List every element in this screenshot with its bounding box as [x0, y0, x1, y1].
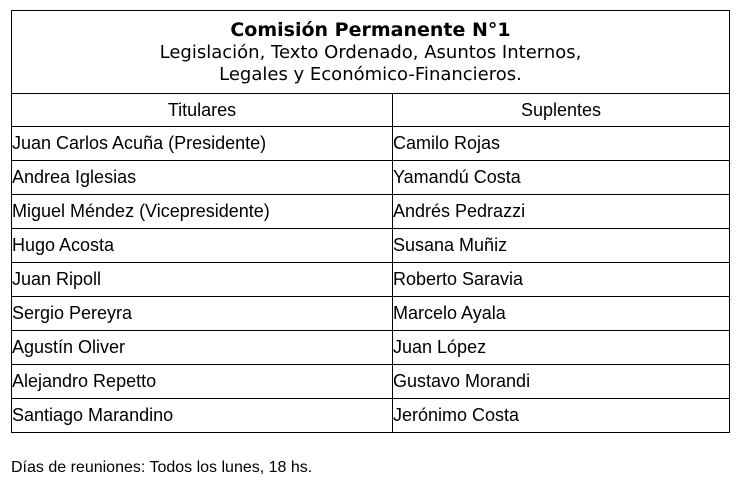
header-row — [12, 94, 730, 127]
suplente-cell: Marcelo Ayala — [393, 297, 730, 331]
suplente-cell: Yamandú Costa — [393, 161, 730, 195]
titular-cell: Alejandro Repetto — [12, 365, 393, 399]
table-row — [12, 297, 730, 331]
suplente-cell: Roberto Saravia — [393, 263, 730, 297]
suplente-cell: Camilo Rojas — [393, 127, 730, 161]
table-row — [12, 263, 730, 297]
table-row — [12, 331, 730, 365]
titular-cell: Juan Carlos Acuña (Presidente) — [12, 127, 393, 161]
table-row — [12, 365, 730, 399]
table-row — [12, 127, 730, 161]
commission-subtitle-line-2: Legales y Económico-Financieros. — [219, 63, 522, 85]
table-row — [12, 399, 730, 433]
suplente-cell: Juan López — [393, 331, 730, 365]
titular-cell: Andrea Iglesias — [12, 161, 393, 195]
commission-subtitle-line-1: Legislación, Texto Ordenado, Asuntos Internos, — [159, 41, 582, 63]
table-row — [12, 229, 730, 263]
title-cell — [12, 11, 730, 94]
commission-title: Comisión Permanente N°1 — [230, 18, 511, 41]
titular-cell: Sergio Pereyra — [12, 297, 393, 331]
suplente-cell: Jerónimo Costa — [393, 399, 730, 433]
titular-cell: Miguel Méndez (Vicepresidente) — [12, 195, 393, 229]
table-row — [12, 161, 730, 195]
titular-cell: Santiago Marandino — [12, 399, 393, 433]
meeting-days-note: Días de reuniones: Todos los lunes, 18 hs. — [11, 459, 313, 476]
titular-cell: Juan Ripoll — [12, 263, 393, 297]
titular-cell: Agustín Oliver — [12, 331, 393, 365]
suplente-cell: Andrés Pedrazzi — [393, 195, 730, 229]
titular-cell: Hugo Acosta — [12, 229, 393, 263]
header-titulares: Titulares — [12, 94, 393, 127]
suplente-cell: Gustavo Morandi — [393, 365, 730, 399]
commission-table — [11, 10, 730, 433]
header-suplentes: Suplentes — [393, 94, 730, 127]
title-row — [12, 11, 730, 94]
suplente-cell: Susana Muñiz — [393, 229, 730, 263]
table-row — [12, 195, 730, 229]
